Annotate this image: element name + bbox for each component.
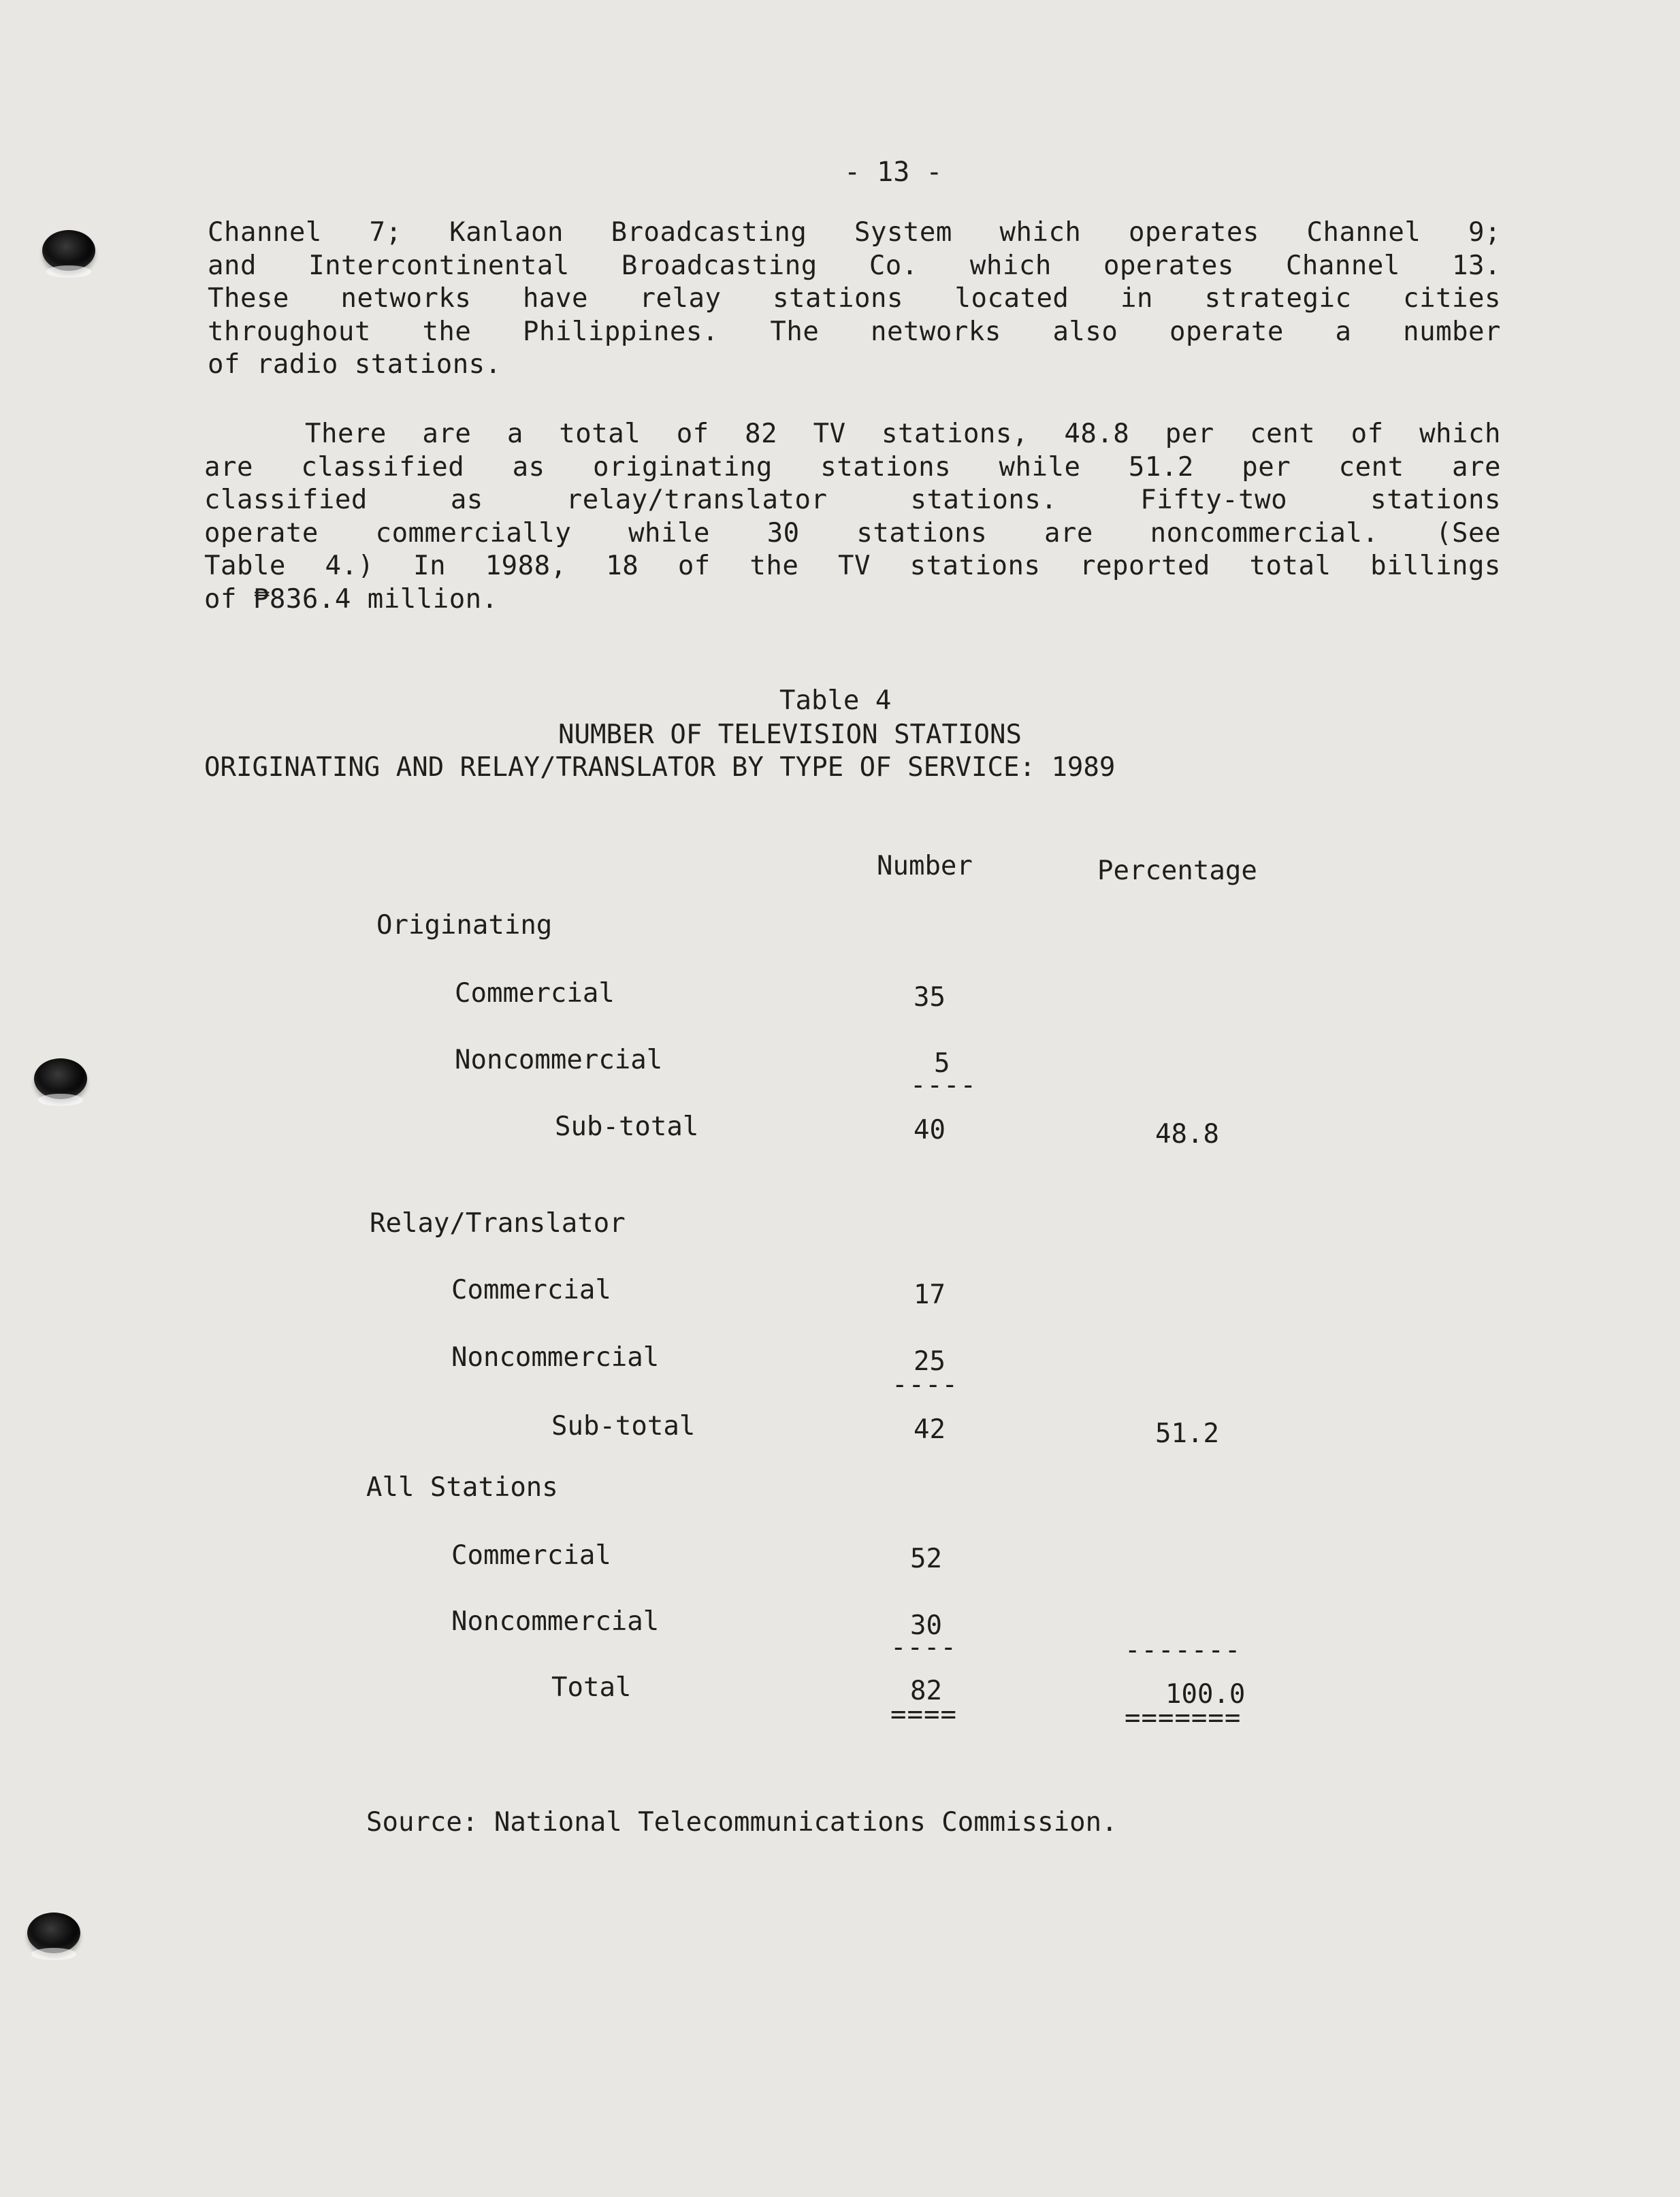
word: The <box>770 316 820 347</box>
word: These <box>208 283 289 314</box>
word: Channel <box>1306 217 1421 248</box>
word: operates <box>1129 217 1259 248</box>
section-heading: Relay/Translator <box>370 1208 626 1239</box>
word: stations <box>1370 485 1501 515</box>
word: networks <box>340 283 472 314</box>
word: while <box>628 517 710 549</box>
row-label: Commercial <box>451 1540 611 1571</box>
word: 18 <box>606 551 639 581</box>
punch-hole-bottom <box>27 1913 80 1953</box>
word: stations <box>909 551 1041 581</box>
word: (See <box>1436 517 1501 549</box>
total-percent: 100.0 <box>1165 1679 1246 1710</box>
word: strategic <box>1204 283 1352 314</box>
subtotal-value: 40 <box>914 1115 946 1145</box>
column-header-percentage: Percentage <box>1097 856 1257 886</box>
single-rule: ---- <box>892 1369 958 1400</box>
total-value: 82 <box>910 1676 942 1706</box>
column-header-number: Number <box>877 851 973 881</box>
paragraph-line: of ₱836.4 million. <box>204 583 498 615</box>
row-value: 5 <box>934 1048 950 1079</box>
single-rule: ---- <box>890 1632 957 1663</box>
word: 51.2 <box>1128 451 1194 483</box>
word: as <box>450 485 483 515</box>
word: 1988, <box>485 551 567 581</box>
word: cities <box>1403 283 1501 314</box>
paragraph-line <box>208 282 1501 316</box>
word: total <box>1249 551 1331 581</box>
paragraph-2 <box>204 418 1501 616</box>
word: which <box>999 217 1082 248</box>
subtotal-value: 42 <box>914 1414 946 1445</box>
word: TV <box>838 551 871 581</box>
paragraph-line <box>208 250 1501 283</box>
word: billings <box>1370 551 1501 581</box>
word: throughout <box>208 316 371 347</box>
table-title: Table 4 <box>779 685 892 716</box>
word: of <box>1351 419 1384 449</box>
paragraph-line <box>204 517 1501 551</box>
row-value: 52 <box>910 1544 942 1574</box>
word: cent <box>1250 419 1316 449</box>
word: a <box>1335 316 1352 347</box>
word: located <box>954 283 1069 314</box>
single-rule: ---- <box>910 1070 977 1101</box>
punch-hole-top <box>42 230 95 271</box>
word: also <box>1052 316 1118 347</box>
word: relay <box>639 283 722 314</box>
word: In <box>413 551 447 581</box>
word: a <box>506 419 523 449</box>
word: 7; <box>369 217 402 248</box>
paragraph-1 <box>208 216 1501 382</box>
table-source: Source: National Telecommunications Commission. <box>366 1807 1118 1838</box>
word: Table <box>204 551 286 581</box>
word: which <box>969 250 1052 281</box>
double-rule-percent: ======= <box>1125 1703 1242 1734</box>
word: stations, <box>882 419 1029 449</box>
word: are <box>1452 451 1501 483</box>
word: stations. <box>910 485 1058 515</box>
word: networks <box>870 316 1001 347</box>
word: and <box>208 250 257 281</box>
word: Co. <box>869 250 918 281</box>
row-value: 17 <box>914 1280 946 1310</box>
word: 9; <box>1468 217 1501 248</box>
subtotal-percent: 51.2 <box>1155 1418 1219 1449</box>
row-value: 35 <box>914 982 946 1013</box>
row-label: Noncommercial <box>455 1045 663 1075</box>
word: classified <box>204 485 368 515</box>
word: classified <box>301 451 465 483</box>
word: Channel <box>1285 250 1400 281</box>
word: Intercontinental <box>308 250 570 281</box>
word: 48.8 <box>1064 419 1130 449</box>
word: There <box>305 419 387 449</box>
table-subtitle-2: ORIGINATING AND RELAY/TRANSLATOR BY TYPE OF SERVICE: 1989 <box>204 752 1116 783</box>
word: stations <box>856 517 988 549</box>
row-value: 30 <box>910 1610 942 1641</box>
word: number <box>1403 316 1501 347</box>
word: originating <box>593 451 773 483</box>
word: System <box>854 217 952 248</box>
row-value: 25 <box>914 1346 946 1377</box>
paragraph-line <box>204 550 1501 583</box>
word: operate <box>1169 316 1284 347</box>
word: Channel <box>208 217 322 248</box>
section-heading: All Stations <box>366 1472 558 1503</box>
subtotal-percent: 48.8 <box>1155 1119 1219 1150</box>
word: per <box>1165 419 1214 449</box>
paragraph-line <box>204 484 1501 517</box>
word: Kanlaon <box>449 217 564 248</box>
word: per <box>1242 451 1291 483</box>
word: reported <box>1080 551 1210 581</box>
row-label: Commercial <box>451 1275 611 1305</box>
single-rule-percent: ------- <box>1125 1635 1242 1665</box>
word: stations <box>820 451 952 483</box>
punch-hole-middle <box>34 1058 87 1099</box>
word: total <box>559 419 641 449</box>
word: 82 <box>745 419 778 449</box>
word: have <box>523 283 588 314</box>
word: TV <box>813 419 846 449</box>
paragraph-line: of radio stations. <box>208 349 502 380</box>
word: as <box>512 451 545 483</box>
table-subtitle-1: NUMBER OF TELEVISION STATIONS <box>558 719 1022 750</box>
word: Philippines. <box>523 316 719 347</box>
word: in <box>1120 283 1154 314</box>
word: stations <box>773 283 903 314</box>
word: the <box>422 316 472 347</box>
word: are <box>1044 517 1093 549</box>
subtotal-label: Sub-total <box>555 1111 699 1142</box>
page-number: - 13 - <box>844 157 943 188</box>
paragraph-line <box>204 418 1501 451</box>
row-label: Commercial <box>455 978 615 1009</box>
row-label: Noncommercial <box>451 1606 660 1637</box>
word: are <box>204 451 253 483</box>
subtotal-label: Sub-total <box>551 1411 696 1442</box>
word: Broadcasting <box>611 217 807 248</box>
paragraph-line <box>208 316 1501 349</box>
paragraph-line <box>204 451 1501 485</box>
word: noncommercial. <box>1150 517 1379 549</box>
word: relay/translator <box>566 485 828 515</box>
paragraph-line <box>208 216 1501 250</box>
word: Broadcasting <box>621 250 818 281</box>
word: the <box>749 551 799 581</box>
word: cent <box>1338 451 1404 483</box>
section-heading: Originating <box>376 910 553 941</box>
word: while <box>999 451 1081 483</box>
word: of <box>676 419 709 449</box>
double-rule: ==== <box>890 1699 957 1730</box>
word: Fifty-two <box>1140 485 1288 515</box>
word: are <box>422 419 472 449</box>
total-label: Total <box>551 1672 632 1703</box>
word: operate <box>204 517 319 549</box>
word: operates <box>1103 250 1234 281</box>
word: 13. <box>1451 250 1501 281</box>
row-label: Noncommercial <box>451 1342 660 1373</box>
word: commercially <box>375 517 572 549</box>
word: 4.) <box>325 551 374 581</box>
word: of <box>677 551 711 581</box>
word: 30 <box>766 517 800 549</box>
word: which <box>1419 419 1501 449</box>
